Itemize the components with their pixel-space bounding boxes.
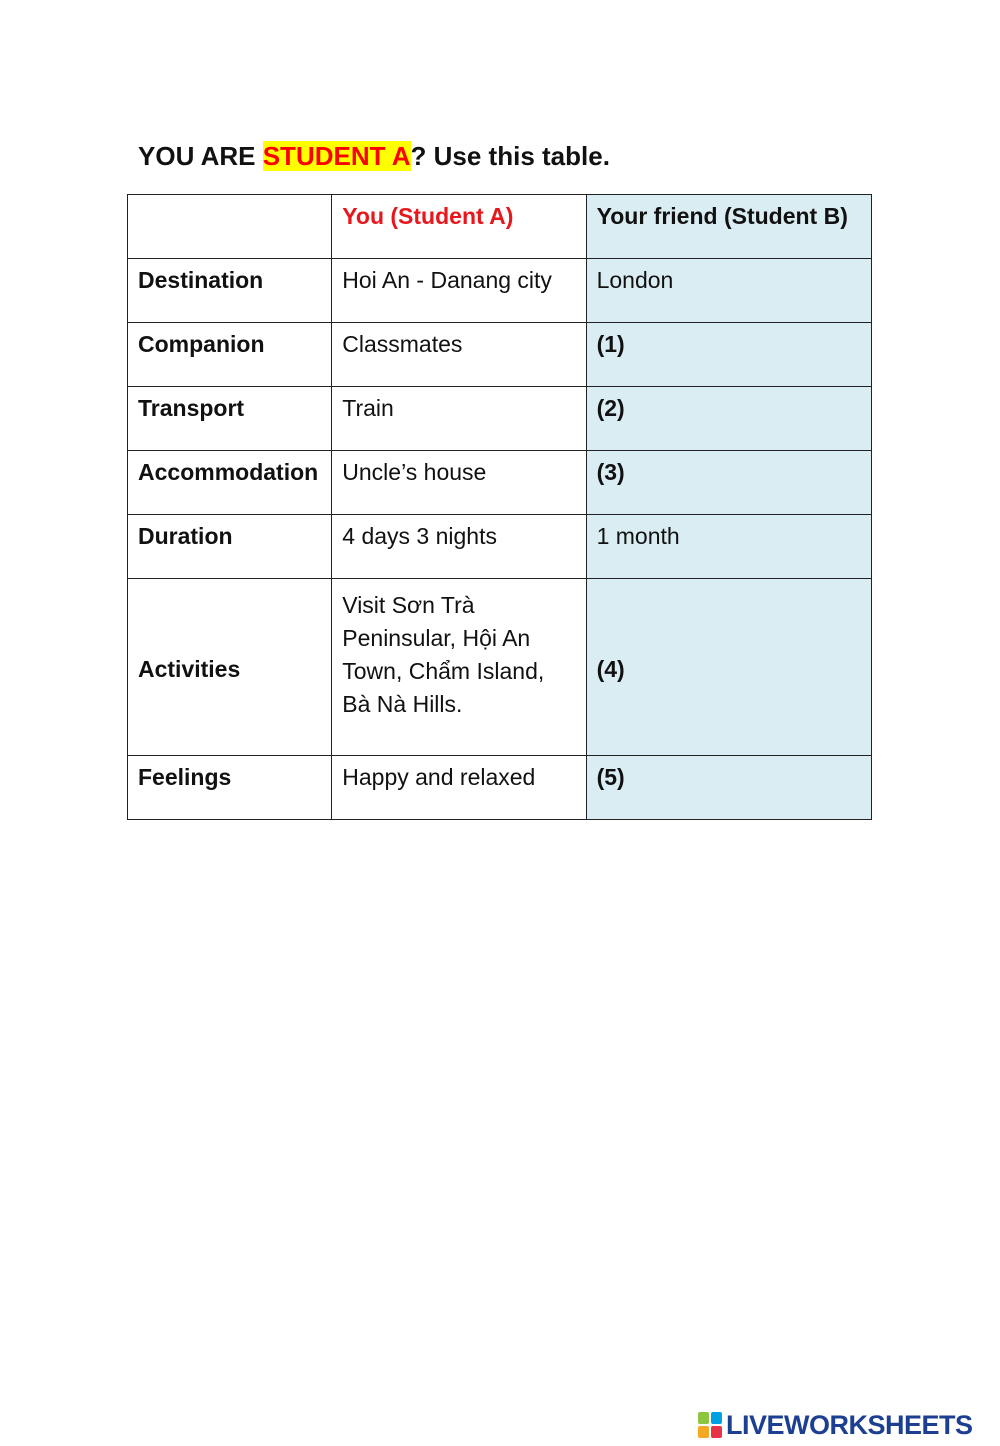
title-highlight: STUDENT A: [262, 141, 411, 171]
table-row-destination: [128, 259, 872, 323]
table-row-companion: [128, 323, 872, 387]
student-a-value: Happy and relaxed: [332, 756, 586, 820]
row-label: Transport: [128, 387, 332, 451]
row-label: Companion: [128, 323, 332, 387]
title-prefix: YOU ARE: [138, 141, 263, 171]
student-a-value: Uncle’s house: [332, 451, 586, 515]
row-label: Destination: [128, 259, 332, 323]
worksheet-title: [138, 138, 610, 174]
title-suffix: ? Use this table.: [410, 141, 610, 171]
liveworksheets-logo: [698, 1410, 973, 1440]
row-label: Feelings: [128, 756, 332, 820]
header-student-b: Your friend (Student B): [586, 195, 871, 259]
blank-4: (4): [586, 579, 871, 756]
student-a-value: Hoi An - Danang city: [332, 259, 586, 323]
student-a-value: Visit Sơn Trà Peninsular, Hội An Town, Chẩm Island, Bà Nà Hills.: [332, 579, 586, 756]
table-row-duration: [128, 515, 872, 579]
blank-2: (2): [586, 387, 871, 451]
header-blank-cell: [128, 195, 332, 259]
table-row-accommodation: [128, 451, 872, 515]
table-row-activities: [128, 579, 872, 756]
blank-3: (3): [586, 451, 871, 515]
row-label: Accommodation: [128, 451, 332, 515]
logo-icon: [698, 1412, 722, 1438]
student-a-value: Classmates: [332, 323, 586, 387]
student-b-value: London: [586, 259, 871, 323]
comparison-table: [127, 194, 872, 820]
student-a-value: 4 days 3 nights: [332, 515, 586, 579]
student-a-value: Train: [332, 387, 586, 451]
table-row-feelings: [128, 756, 872, 820]
header-student-a: You (Student A): [332, 195, 586, 259]
student-b-value: 1 month: [586, 515, 871, 579]
logo-text: LIVEWORKSHEETS: [726, 1409, 973, 1440]
table-header-row: [128, 195, 872, 259]
row-label: Duration: [128, 515, 332, 579]
blank-5: (5): [586, 756, 871, 820]
row-label: Activities: [128, 579, 332, 756]
table-row-transport: [128, 387, 872, 451]
blank-1: (1): [586, 323, 871, 387]
